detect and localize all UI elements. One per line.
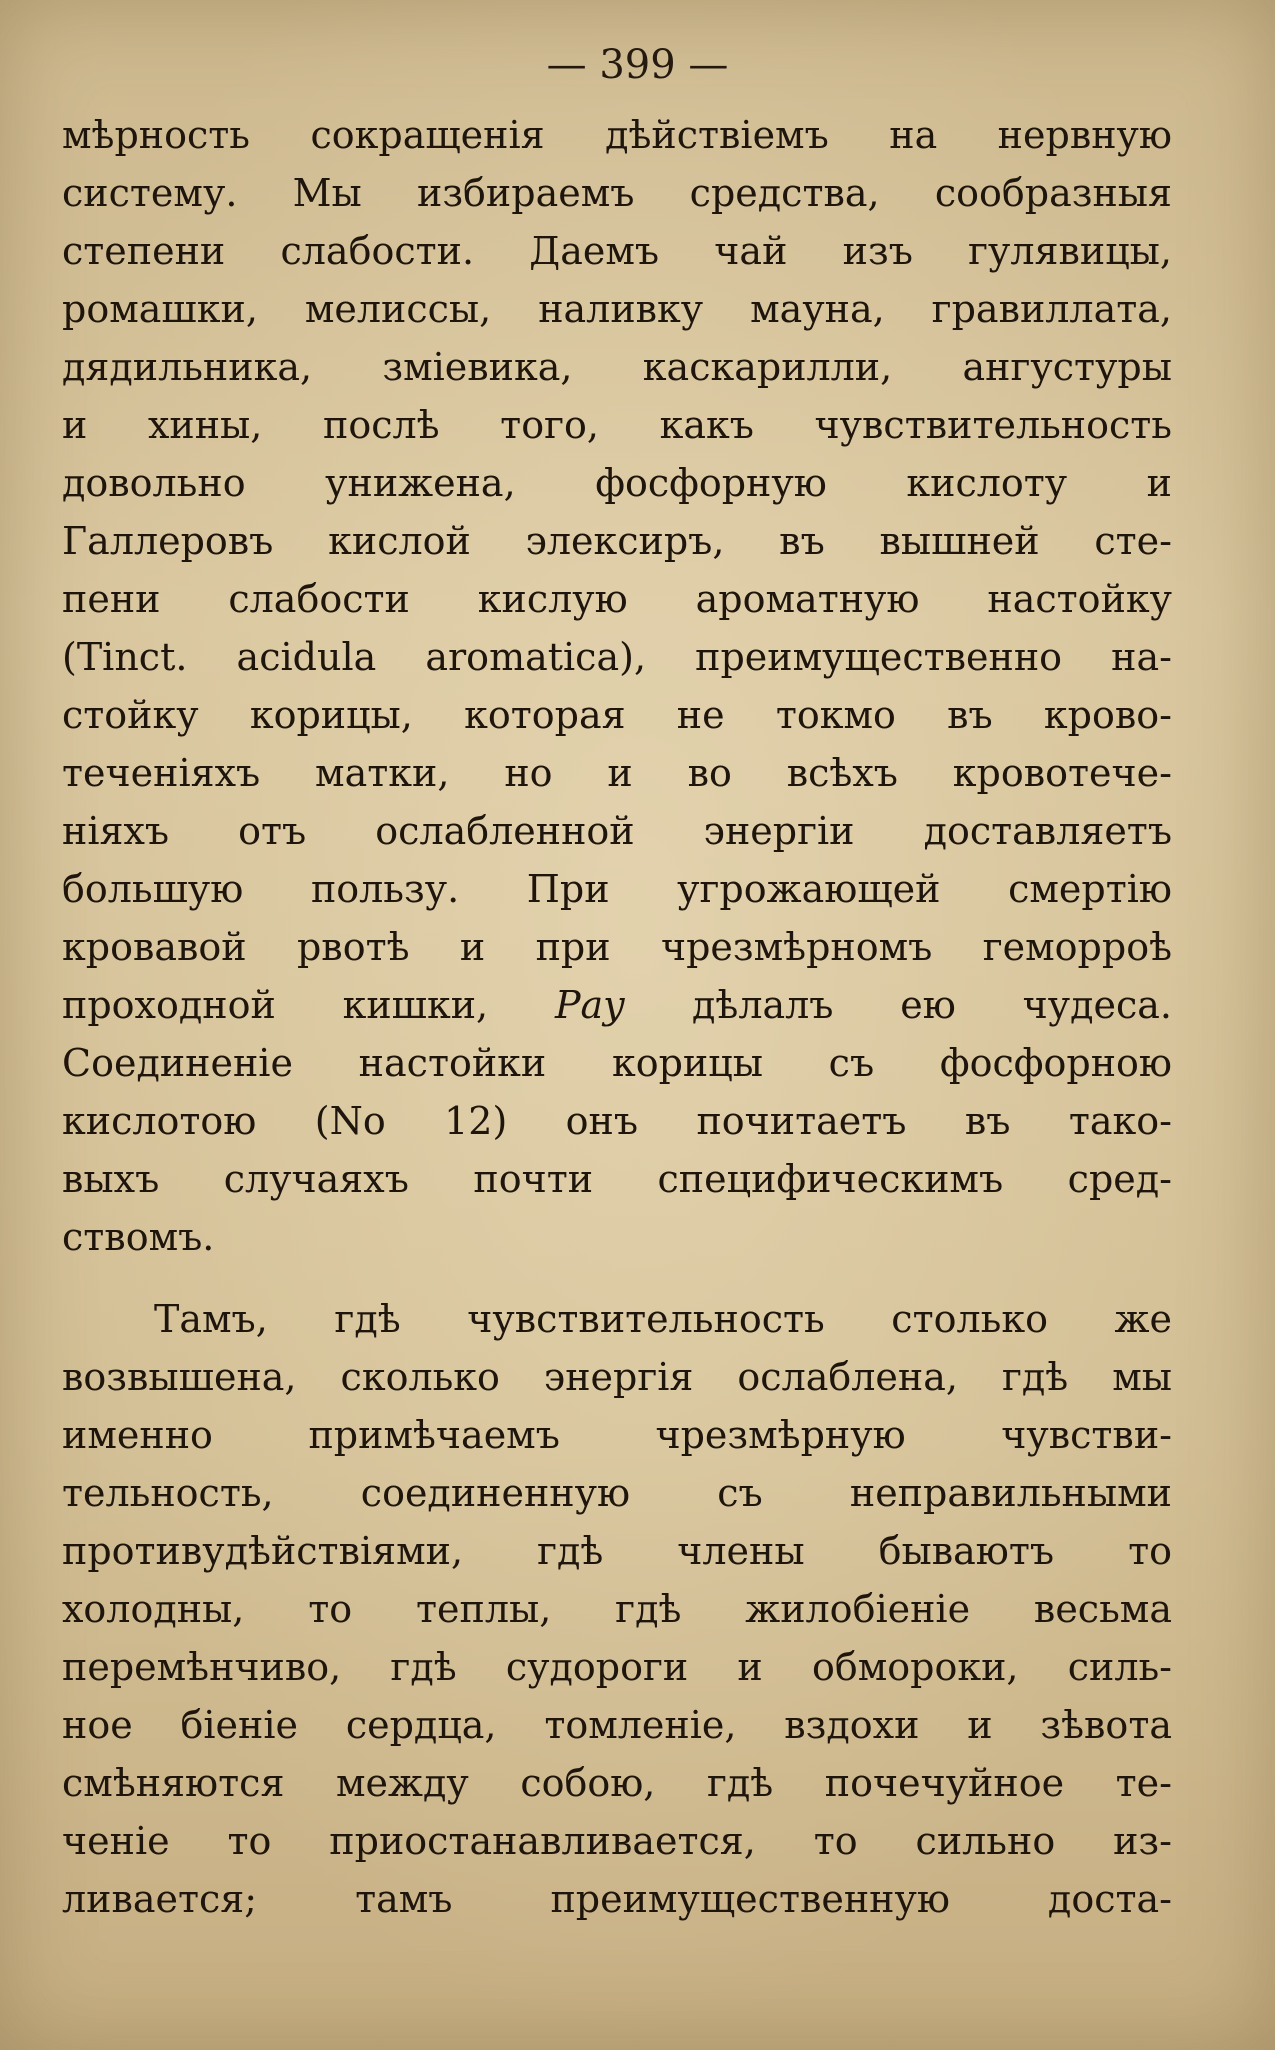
text-line: тельность, соединенную съ неправильными bbox=[62, 1471, 1172, 1515]
text-line: ливается; тамъ преимущественную доста- bbox=[62, 1877, 1172, 1921]
text-line: систему. Мы избираемъ средства, сообразныя bbox=[62, 171, 1172, 215]
text-line: стойку корицы, которая не токмо въ крово- bbox=[62, 693, 1172, 737]
text-line: возвышена, сколько энергія ослаблена, гдѣ мы bbox=[62, 1355, 1172, 1399]
text-line: большую пользу. При угрожающей смертію bbox=[62, 867, 1172, 911]
text-line: мѣрность сокращенія дѣйствіемъ на нервную bbox=[62, 113, 1172, 157]
text-line: перемѣнчиво, гдѣ судороги и обмороки, силь- bbox=[62, 1645, 1172, 1689]
text-segment: проходной кишки, bbox=[62, 983, 555, 1027]
paragraph-gap bbox=[62, 1266, 1172, 1290]
text-line: степени слабости. Даемъ чай изъ гулявицы, bbox=[62, 229, 1172, 273]
text-line: ное біеніе сердца, томленіе, вздохи и зѣвота bbox=[62, 1703, 1172, 1747]
text-line-with-italic bbox=[62, 976, 1172, 1034]
page-number: — 399 — bbox=[546, 42, 729, 88]
text-line: теченіяхъ матки, но и во всѣхъ кровотече- bbox=[62, 751, 1172, 795]
text-line: смѣняются между собою, гдѣ почечуйное те- bbox=[62, 1761, 1172, 1805]
text-line: ніяхъ отъ ослабленной энергіи доставляетъ bbox=[62, 809, 1172, 853]
text-line: ствомъ. bbox=[62, 1215, 215, 1259]
author-name-italic: Рау bbox=[554, 983, 626, 1027]
text-segment: дѣлалъ ею чудеса. bbox=[625, 983, 1172, 1027]
text-line: противудѣйствіями, гдѣ члены бываютъ то bbox=[62, 1529, 1172, 1573]
text-line: ромашки, мелиссы, наливку мауна, гравиллата, bbox=[62, 287, 1172, 331]
text-line: Галлеровъ кислой элексиръ, въ вышней сте- bbox=[62, 519, 1172, 563]
paragraph-2 bbox=[62, 1290, 1172, 1928]
text-line: пени слабости кислую ароматную настойку bbox=[62, 577, 1172, 621]
text-line: кровавой рвотѣ и при чрезмѣрномъ геморроѣ bbox=[62, 925, 1172, 969]
text-line: (Tinct. acidula aromatica), преимущественно на- bbox=[62, 635, 1172, 679]
text-line: довольно унижена, фосфорную кислоту и bbox=[62, 461, 1172, 505]
text-line: кислотою (No 12) онъ почитаетъ въ тако- bbox=[62, 1099, 1172, 1143]
text-line: выхъ случаяхъ почти специфическимъ сред- bbox=[62, 1157, 1172, 1201]
text-line: Соединеніе настойки корицы съ фосфорною bbox=[62, 1041, 1172, 1085]
body-text bbox=[62, 106, 1172, 1928]
text-line: и хины, послѣ того, какъ чувствительность bbox=[62, 403, 1172, 447]
text-line: дядильника, зміевика, каскарилли, ангустуры bbox=[62, 345, 1172, 389]
text-line: именно примѣчаемъ чрезмѣрную чувстви- bbox=[62, 1413, 1172, 1457]
text-line: ченіе то приостанавливается, то сильно из- bbox=[62, 1819, 1172, 1863]
text-line: холодны, то теплы, гдѣ жилобіеніе весьма bbox=[62, 1587, 1172, 1631]
paragraph-1 bbox=[62, 106, 1172, 1266]
text-line: Тамъ, гдѣ чувствительность столько же bbox=[154, 1297, 1172, 1341]
